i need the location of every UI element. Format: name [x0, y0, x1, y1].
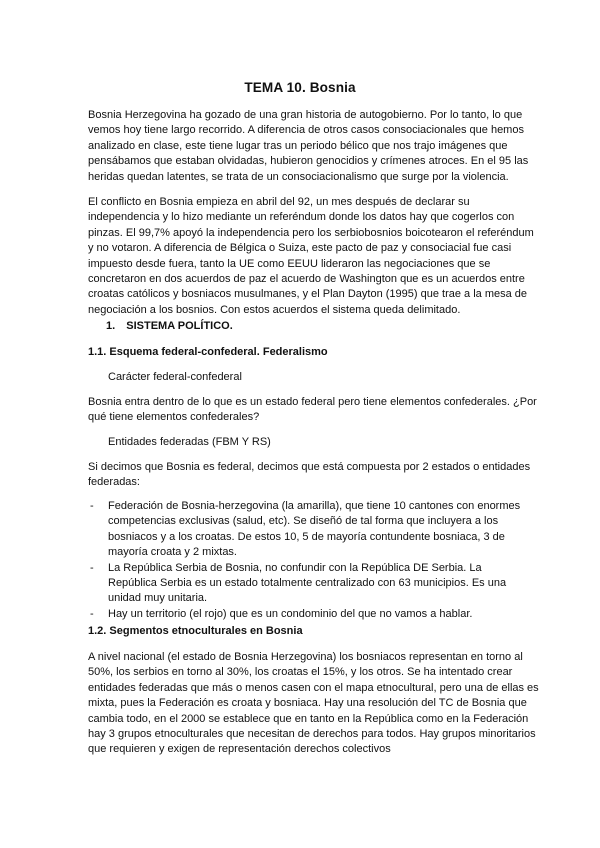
list-dash: -	[90, 607, 94, 620]
ethno-paragraph	[88, 650, 539, 758]
section-heading-sistema-politico	[106, 320, 233, 332]
intro-paragraph	[88, 108, 529, 185]
text-line: pinzas. El 99,7% apoyó la independencia pero los serbiobosnios boicotearon el referéndum	[88, 226, 534, 239]
text-line: competencias exclusivas (salud, etc). Se diseñó de tal forma que incluyera a los	[108, 515, 499, 528]
section-number: 1.	[106, 320, 116, 332]
text-line: A nivel nacional (el estado de Bosnia Herzegovina) los bosniacos representan en torno al	[88, 651, 523, 663]
text-line: independencia y lo hizo mediante un referéndum donde los datos hay que cogerlos con	[88, 211, 515, 224]
text-line: federadas:	[88, 476, 140, 489]
text-line: Carácter federal-confederal	[108, 371, 242, 383]
text-line: analizado en clase, este tiene lugar tras un periodo bélico que nos trajo imágenes que	[88, 139, 508, 152]
conflict-paragraph	[88, 195, 534, 318]
text-line: vemos hoy tiene largo recorrido. A diferencia de otros casos consociacionales que hemos	[88, 124, 524, 137]
text-line: entidades federadas que más o menos casen con el mapa etnocultural, pero una de ellas es	[88, 681, 539, 694]
subtitle-caracter	[108, 370, 508, 385]
text-line: hay 3 grupos etnoculturales que necesitan de derechos para todos. Hay grupos minoritarios	[88, 728, 536, 741]
text-line: bosniacos y a los croatas. De estos 10, 5 de mayoría contundente bosniaca, 3 de	[108, 530, 505, 543]
text-line: Federación de Bosnia-herzegovina (la amarilla), que tiene 10 cantones con enormes	[108, 500, 521, 512]
text-line: Bosnia Herzegovina ha gozado de una gran historia de autogobierno. Por lo tanto, lo que	[88, 109, 523, 121]
page-title: TEMA 10. Bosnia	[244, 80, 356, 95]
text-line: mayoría croata y 2 mixtas.	[108, 546, 237, 559]
list-dash: -	[90, 561, 94, 574]
text-line: concretaron en dos acuerdos de paz el acuerdo de Washington que es un acuerdos entre	[88, 273, 525, 286]
text-line: pensábamos que estaban olvidadas, hubieron genocidios y crímenes atroces. En el 95 las	[88, 155, 529, 168]
text-line: que requieren y exigen de representación derechos colectivos	[88, 743, 391, 756]
list-item	[88, 607, 528, 622]
section-label: SISTEMA POLÍTICO.	[126, 320, 233, 332]
text-line: mixta, pues la Federación es croata y bosniaca. Hay una resolución del TC de Bosnia que	[88, 697, 527, 710]
text-line: Bosnia entra dentro de lo que es un estado federal pero tiene elementos confederales. ¿Por	[88, 396, 537, 408]
subsection-heading-federalismo: 1.1. Esquema federal-confederal. Federalismo	[88, 346, 328, 358]
text-line: heridas quedan latentes, se trata de un consociacionalismo que surge por la violencia.	[88, 170, 509, 183]
text-line: impuesto desde fuera, tanto la UE como EEUU lideraron las negociaciones que se	[88, 257, 491, 270]
text-line: República Serbia es un estado totalmente centralizado con 63 municipios. Es una	[108, 577, 507, 590]
text-line: Entidades federadas (FBM Y RS)	[108, 436, 271, 448]
text-line: cambia todo, en el 2000 se establece que en tanto en la República como en la Federación	[88, 712, 529, 725]
text-line: unidad muy unitaria.	[108, 592, 208, 605]
text-line: El conflicto en Bosnia empieza en abril del 92, un mes después de declarar su	[88, 196, 470, 208]
text-line: 50%, los serbios en torno al 30%, los croatas el 15%, y los otros. Se ha intentado crear	[88, 666, 513, 679]
subtitle-entidades	[108, 435, 508, 450]
text-line: La República Serbia de Bosnia, no confundir con la República DE Serbia. La	[108, 561, 482, 574]
list-item	[88, 499, 528, 561]
text-line: croatas católicos y bosniacos musulmanes, y el Plan Dayton (1995) que trae a la mesa de	[88, 288, 528, 301]
subsection-heading-segmentos: 1.2. Segmentos etnoculturales en Bosnia	[88, 625, 303, 637]
list-dash: -	[90, 500, 94, 512]
text-line: Si decimos que Bosnia es federal, decimos que está compuesta por 2 estados o entidades	[88, 461, 531, 473]
entities-list	[88, 499, 528, 622]
list-item	[88, 561, 528, 607]
federal-states-paragraph	[88, 460, 531, 491]
text-line: negociación a los bosnios. Con estos acuerdos el sistema queda delimitado.	[88, 303, 461, 316]
text-line: Hay un territorio (el rojo) que es un condominio del que no vamos a hablar.	[108, 607, 473, 620]
text-line: qué tiene elementos confederales?	[88, 411, 260, 424]
text-line: y no votaron. A diferencia de Bélgica o Suiza, este pacto de paz y consociacial fue casi	[88, 242, 512, 255]
federal-question-paragraph	[88, 395, 537, 426]
